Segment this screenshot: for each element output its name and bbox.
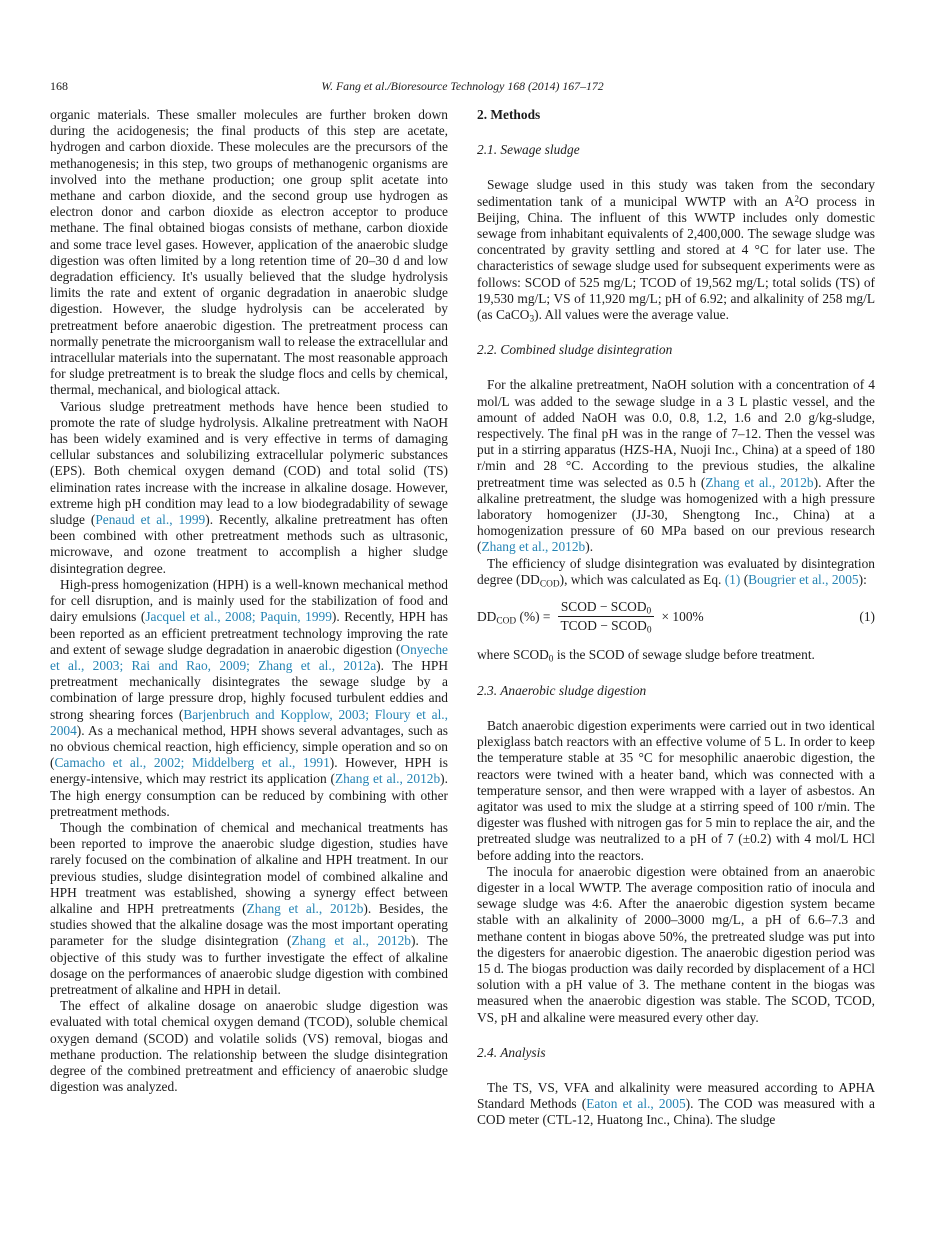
citation-link[interactable]: Zhang et al., 2012b: [481, 539, 586, 555]
citation-link[interactable]: Bougrier et al., 2005: [748, 571, 859, 587]
citation-link[interactable]: Eaton et al., 2005: [586, 1096, 686, 1112]
paragraph: Though the combination of chemical and mechanical treatments has been reported to improve the anaerobic sludge digestion, studies have rarely focused on the combination of alkaline and HPH treatment. In our previous studies, sludge disintegration model of combined alkaline and HPH treatment was established, showing a synergy effect between alkaline and HPH pretreatments (Zhang et al., 2012b). Besides, the studies showed that the alkaline dosage was the most important operating parameter for the sludge disintegration (Zhang et al., 2012b). The objective of this study was to further investigate the effect of alkaline dosage on the performances of anaerobic sludge digestion with combined pretreatment of alkaline and HPH in detail.: [50, 819, 448, 997]
paragraph: Various sludge pretreatment methods have hence been studied to promote the rate of sludge hydrolysis. Alkaline pretreatment with NaOH has been widely examined and is very effective in terms of damaging cellular substances and solubilizing extracellular polymeric substances (EPS). Both chemical oxygen demand (COD) and total solid (TS) elimination rates increase with the increase in alkaline dosage. However, extreme high pH condition may lead to a low biodegradability of sewage sludge (Penaud et al., 1999). Recently, alkaline pretreatment has often been combined with other pretreatment methods such as ultrasonic, microwave, and ozone treatment to accomplish a higher sludge disintegration degree.: [50, 398, 448, 576]
running-head-title: W. Fang et al./Bioresource Technology 168 (2014) 167–172: [321, 79, 604, 93]
paragraph: The effect of alkaline dosage on anaerobic sludge digestion was evaluated with total chemical oxygen demand (TCOD), soluble chemical oxygen demand (SCOD) and volatile solids (VS) removal, biogas and methane production. The relationship between the sludge disintegration degree of the combined pretreatment and efficiency of anaerobic sludge digestion was analyzed.: [50, 998, 448, 1095]
subscript: COD: [539, 579, 560, 590]
page-number: 168: [50, 79, 68, 93]
section-heading: 2. Methods: [477, 107, 541, 122]
subsection-heading: 2.4. Analysis: [477, 1044, 546, 1060]
equation: [477, 599, 875, 634]
right-column: [477, 107, 875, 1129]
fraction: $\frac{SCOD - SCOD_0}{TCOD - SCOD_0}$: [558, 599, 654, 634]
citation-link[interactable]: (1): [724, 571, 741, 587]
subsection-heading: 2.2. Combined sludge disintegration: [477, 342, 673, 358]
subscript: 0: [646, 606, 652, 617]
citation-link[interactable]: Zhang et al., 2012b: [705, 474, 814, 490]
left-column: [50, 107, 448, 1129]
paragraph: The TS, VS, VFA and alkalinity were measured according to APHA Standard Methods (Eaton et al., 2005). The COD was measured with a COD meter (CTL-12, Huatong Inc., China). The sludge: [477, 1079, 876, 1128]
paragraph: The inocula for anaerobic digestion were obtained from an anaerobic digester in a local WWTP. The average composition ratio of inocula and sewage sludge was 4:6. After the anaerobic digestion system became stable with an alkalinity of 2000–3000 mg/L, a pH of 6.6–7.3 and methane content in biogas above 50%, the pretreated sludge was put into the digesters for anaerobic digestion. The anaerobic digestion period was 15 d. The biogas production was daily recorded by displacement of a HCl solution with a pH value of 3. The methane content in the biogas was measured when the anaerobic digestion was stable. The SCOD, TCOD, VS, pH and alkaline were measured every other day.: [477, 863, 875, 1025]
paragraph: where $SCOD_0$ is the SCOD of sewage sludge before treatment.: [477, 647, 815, 665]
paragraph: Sewage sludge used in this study was taken from the secondary sedimentation tank of a municipal WWTP with an $A^2O$ process in Beijing, China. The influent of this WWTP includes only domestic sewage from inhabitant equivalents of 2,400,000. The sewage sludge was concentrated by gravity settling and stored at 4 °C for later use. The characteristics of sewage sludge used for subsequent experiments were as follows: SCOD of 525 mg/L; TCOD of 19,562 mg/L; total solids (TS) of 19,530 mg/L; VS of 11,920 mg/L; pH of 6.92; and alkalinity of 258 mg/L (as CaCO$_3$). All values were the average value.: [477, 177, 875, 325]
citation-link[interactable]: Zhang et al., 2012b: [334, 771, 441, 787]
equation-expression: $DD_{COD}$ (%) = $\frac{SCOD - SCOD_0}{TCOD - SCOD_0}$ × 100%: [477, 599, 704, 636]
article-body: [50, 107, 875, 1129]
citation-link[interactable]: Barjenbruch and Kopplow, 2003; Floury et al., 2004: [50, 706, 448, 738]
citation-link[interactable]: Zhang et al., 2012b: [246, 900, 364, 916]
subscript: 0: [646, 625, 652, 636]
equation-number: (1): [859, 608, 875, 624]
paragraph: For the alkaline pretreatment, NaOH solution with a concentration of 4 mol/L was added to the sewage sludge in a 3 L plastic vessel, and the amount of added NaOH was 0.0, 0.8, 1.2, 1.6 and 2.0 g/kg-sludge, respectively. The final pH was in the range of 7–12. Then the vessel was put in a stirring apparatus (HZS-HA, Nuoji Inc., China) at a speed of 180 r/min and 28 °C. According to the previous studies, the alkaline pretreatment time was selected as 0.5 h (Zhang et al., 2012b). After the alkaline pretreatment, the sludge was homogenized with a high pressure laboratory homogenizer (JJ-30, Shengtong Inc., China) at a homogenization pressure of 60 MPa based on our previous research (Zhang et al., 2012b).: [477, 377, 875, 555]
subscript: 0: [548, 654, 554, 665]
citation-link[interactable]: Jacquel et al., 2008; Paquin, 1999: [145, 609, 332, 625]
citation-link[interactable]: Onyeche et al., 2003; Rai and Rao, 2009; Zhang et al., 2012a: [50, 641, 448, 673]
subsection-heading: 2.3. Anaerobic sludge digestion: [477, 682, 647, 698]
citation-link[interactable]: Camacho et al., 2002; Middelberg et al., 1991: [54, 755, 330, 771]
subsection-heading: 2.1. Sewage sludge: [477, 142, 580, 158]
citation-link[interactable]: Zhang et al., 2012b: [291, 933, 412, 949]
paragraph: Batch anaerobic digestion experiments were carried out in two identical plexiglass batch reactors with an effective volume of 5 L. In order to keep the temperature stable at 35 °C for mesophilic anaerobic digestion, the reactors were twined with a heater band, which was connected with a temperature sensor, and then were wrapped with a layer of asbestos. An agitator was used to mix the sludge at a stirring speed of 100 r/min. The digester was flushed with nitrogen gas for 5 min to replace the air, and the pretreated sludge was neutralized to a pH of 7 (±0.2) with 4 mol/L HCl before adding into the reactors.: [477, 717, 875, 863]
running-header: [50, 0, 875, 94]
superscript: 2: [794, 194, 799, 205]
paragraph: organic materials. These smaller molecules are further broken down during the acidogenesis; the final products of this step are acetate, hydrogen and carbon dioxide. These molecules are the precursors of the methanogenesis; in this step, two groups of methanogenic organisms are involved into the methane production; one group split acetate into methane and carbon dioxide, and the second group use hydrogen as electron donor and carbon dioxide as electron acceptor to produce methane. The final obtained biogas consists of methane, carbon dioxide and some trace level gases. However, application of the anaerobic sludge digestion was often limited by a long retention time of 20–30 d and low degradation efficiency. It's usually believed that the sludge hydrolysis limits the rate and extent of organic degradation in anaerobic sludge digestion. However, the sludge hydrolysis can be accelerated by pretreatment before anaerobic digestion. The pretreatment process can normally penetrate the microorganism wall to release the extracellular and intracellular materials into the supernatant. The most reasonable approach for sludge pretreatment is to break the sludge flocs and cells by chemical, thermal, mechanical, and biological attack.: [50, 107, 448, 398]
citation-link[interactable]: Penaud et al., 1999: [95, 512, 206, 528]
paragraph: The efficiency of sludge disintegration was evaluated by disintegration degree $(DD_{COD})$, which was calculated as Eq. (1) (Bougrier et al., 2005):: [477, 555, 875, 590]
paragraph: High-press homogenization (HPH) is a well-known mechanical method for cell disruption, and is mainly used for the stabilization of food and dairy emulsions (Jacquel et al., 2008; Paquin, 1999). Recently, HPH has been reported as an efficient pretreatment technology improving the rate and extent of sewage sludge degradation in anaerobic digestion (Onyeche et al., 2003; Rai and Rao, 2009; Zhang et al., 2012a). The HPH pretreatment mechanically disintegrates the sewage sludge by a combination of large pressure drop, highly focused turbulent eddies and strong shearing forces (Barjenbruch and Kopplow, 2003; Floury et al., 2004). As a mechanical method, HPH shows several advantages, such as no obvious chemical reaction, high efficiency, simple operation and so on (Camacho et al., 2002; Middelberg et al., 1991). However, HPH is energy-intensive, which may restrict its application (Zhang et al., 2012b). The high energy consumption can be reduced by combining with other pretreatment methods.: [50, 576, 448, 819]
subscript: 3: [529, 314, 535, 325]
subscript: COD: [496, 616, 517, 627]
